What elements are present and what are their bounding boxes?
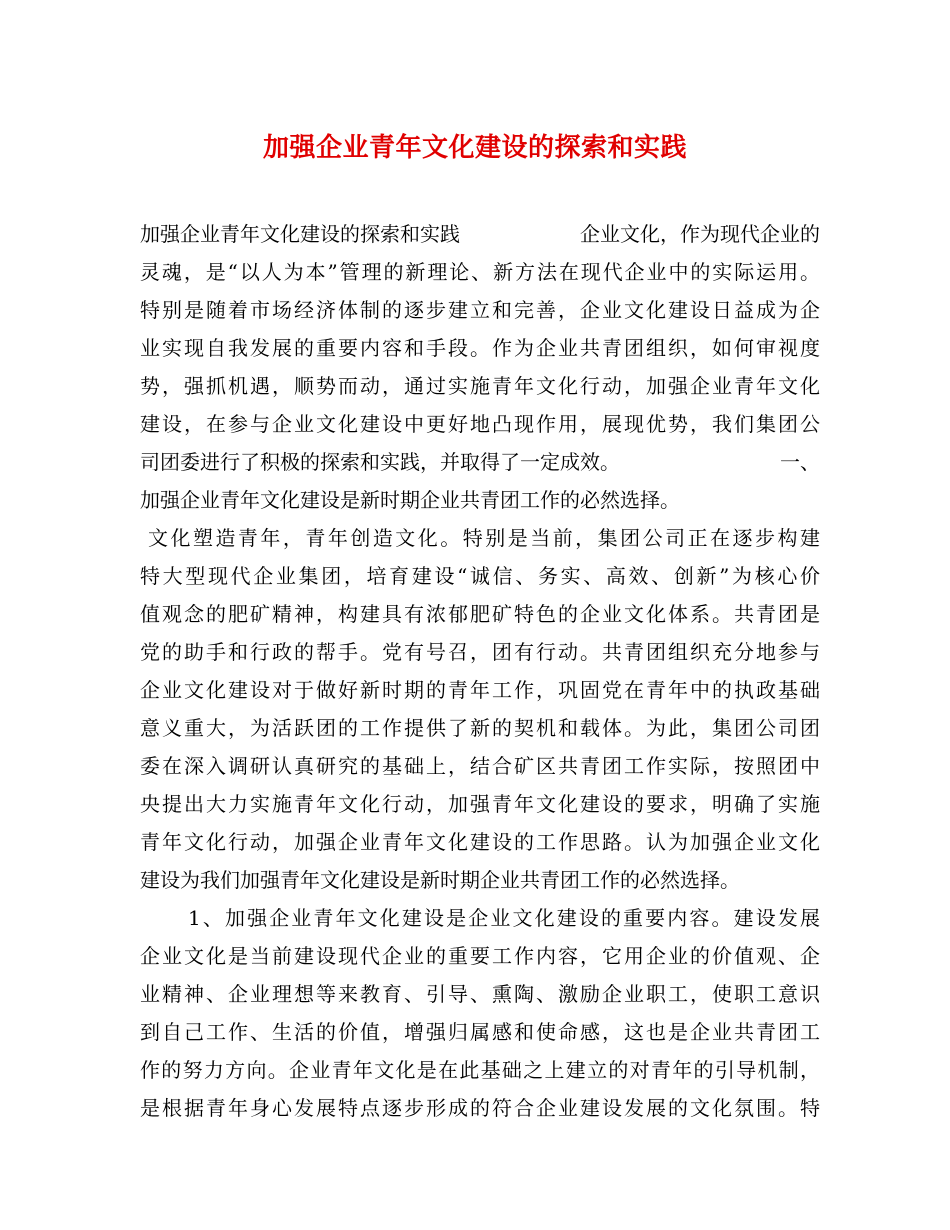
text-line: 作的努力方向。企业青年文化是在此基础之上建立的对青年的引导机制， [140,1058,820,1082]
text-line: 业实现自我发展的重要内容和手段。作为企业共青团组织，如何审视度 [140,336,820,360]
text-line: 业精神、企业理想等来教育、引导、熏陶、激励企业职工，使职工意识 [140,982,820,1006]
text-line: 建设，在参与企业文化建设中更好地凸现作用，展现优势，我们集团公 [140,412,820,436]
text-segment: 加强企业青年文化建设的探索和实践 [140,222,460,246]
text-line: 企业文化建设对于做好新时期的青年工作，巩固党在青年中的执政基础 [140,678,820,702]
text-line: 到自己工作、生活的价值，增强归属感和使命感，这也是企业共青团工 [140,1020,820,1044]
text-line: 建设为我们加强青年文化建设是新时期企业共青团工作的必然选择。 [140,868,740,892]
text-line: 势，强抓机遇，顺势而动，通过实施青年文化行动，加强企业青年文化 [140,374,820,398]
text-line: 加强企业青年文化建设是新时期企业共青团工作的必然选择。 [140,488,680,512]
text-line: 特别是随着市场经济体制的逐步建立和完善，企业文化建设日益成为企 [140,298,820,322]
text-line: 意义重大，为活跃团的工作提供了新的契机和载体。为此，集团公司团 [140,716,820,740]
text-segment: 司团委进行了积极的探索和实践，并取得了一定成效。 [140,450,620,474]
text-segment: 一、 [780,450,820,474]
text-segment: 企业文化，作为现代企业的 [580,222,820,246]
document-title: 加强企业青年文化建设的探索和实践 [262,133,687,163]
text-line: 1、加强企业青年文化建设是企业文化建设的重要内容。建设发展 [188,906,820,930]
document-body [140,215,820,1127]
text-line: 是根据青年身心发展特点逐步形成的符合企业建设发展的文化氛围。特 [140,1096,820,1120]
text-line: 企业文化是当前建设现代企业的重要工作内容，它用企业的价值观、企 [140,944,820,968]
text-line: 青年文化行动，加强企业青年文化建设的工作思路。认为加强企业文化 [140,830,820,854]
text-line: 党的助手和行政的帮手。党有号召，团有行动。共青团组织充分地参与 [140,640,820,664]
text-line: 灵魂，是“以人为本”管理的新理论、新方法在现代企业中的实际运用。 [140,260,820,284]
text-line: 委在深入调研认真研究的基础上，结合矿区共青团工作实际，按照团中 [140,754,820,778]
text-line [140,215,820,253]
text-line: 文化塑造青年，青年创造文化。特别是当前，集团公司正在逐步构建 [148,526,820,550]
text-line [140,443,820,481]
text-line: 央提出大力实施青年文化行动，加强青年文化建设的要求，明确了实施 [140,792,820,816]
text-line: 值观念的肥矿精神，构建具有浓郁肥矿特色的企业文化体系。共青团是 [140,602,820,626]
text-line: 特大型现代企业集团，培育建设“诚信、务实、高效、创新”为核心价 [140,564,820,588]
